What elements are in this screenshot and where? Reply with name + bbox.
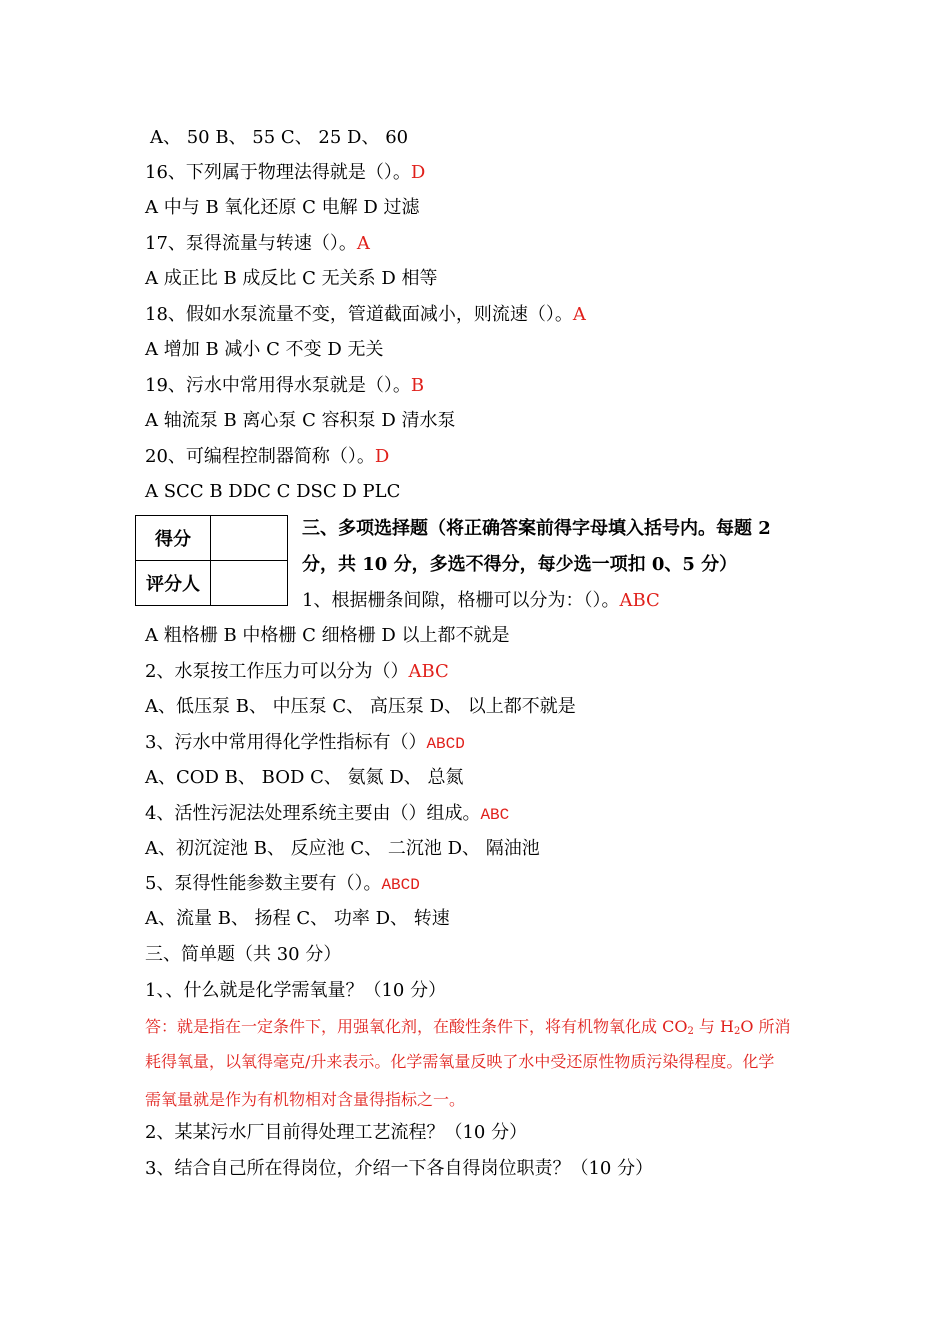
options-q18: A 增加 B 减小 C 不变 D 无关 — [145, 339, 384, 360]
mc-question-3 — [145, 731, 465, 756]
answer-1-line3: 需氧量就是作为有机物相对含量得指标之一。 — [145, 1090, 466, 1109]
mc-answer-4: ABC — [480, 806, 510, 824]
question-18-text: 18、假如水泵流量不变，管道截面减小，则流速（）。 — [145, 304, 573, 325]
answer-18: A — [572, 304, 586, 325]
answer-1-sub2: 2 — [733, 1026, 741, 1037]
answer-17: A — [356, 233, 370, 254]
mc-options-4: A、初沉淀池 B、 反应池 C、 二沉池 D、 隔油池 — [145, 838, 540, 859]
score-table — [135, 515, 288, 606]
question-16 — [145, 161, 425, 185]
mc-question-1-text: 1、根据栅条间隙，格栅可以分为：（）。 — [302, 590, 620, 611]
mc-options-2: A、低压泵 B、 中压泵 C、 高压泵 D、 以上都不就是 — [145, 696, 576, 717]
answer-1-sub1: 2 — [687, 1026, 694, 1037]
section-title-line2: 分，共 10 分，多选不得分，每少选一项扣 0、5 分） — [302, 554, 738, 575]
question-19 — [145, 374, 424, 398]
mc-question-4-text: 4、活性污泥法处理系统主要由（）组成。 — [145, 803, 481, 824]
short-question-1: 1、、什么就是化学需氧量？（10 分） — [145, 980, 447, 1001]
question-20 — [145, 445, 389, 469]
options-q19: A 轴流泵 B 离心泵 C 容积泵 D 清水泵 — [145, 410, 456, 431]
grader-label: 评分人 — [136, 561, 211, 606]
short-section-title: 三、简单题（共 30 分） — [145, 944, 342, 965]
answer-19: B — [410, 375, 425, 396]
score-label: 得分 — [136, 516, 211, 561]
answer-1-line2: 耗得氧量，以氧得毫克/升来表示。化学需氧量反映了水中受还原性物质污染得程度。化学 — [145, 1052, 775, 1071]
section-title-line1: 三、多项选择题（将正确答案前得字母填入括号内。每题 2 — [302, 518, 771, 539]
mc-answer-1: ABC — [619, 590, 660, 611]
mc-options-5: A、流量 B、 扬程 C、 功率 D、 转速 — [145, 908, 450, 929]
options-q15: A、 50 B、 55 C、 25 D、 60 — [150, 127, 409, 148]
mc-options-3: A、COD B、 BOD C、 氨氮 D、 总氮 — [145, 767, 464, 788]
answer-20: D — [374, 446, 390, 467]
options-q16: A 中与 B 氧化还原 C 电解 D 过滤 — [145, 197, 420, 218]
short-question-2: 2、某某污水厂目前得处理工艺流程？（10 分） — [145, 1122, 528, 1143]
mc-answer-3: ABCD — [426, 735, 465, 753]
options-q20: A SCC B DDC C DSC D PLC — [145, 481, 401, 502]
question-19-text: 19、污水中常用得水泵就是（）。 — [145, 375, 411, 396]
mc-answer-5: ABCD — [381, 876, 420, 894]
question-17-text: 17、泵得流量与转速（）。 — [145, 233, 357, 254]
mc-answer-2: ABC — [408, 661, 449, 682]
answer-1-line1-mid: 与 H — [693, 1017, 734, 1036]
mc-question-5 — [145, 872, 420, 897]
question-17 — [145, 232, 370, 256]
answer-1-line1-pre: 答：就是指在一定条件下，用强氧化剂，在酸性条件下，将有机物氧化成 CO — [145, 1017, 688, 1036]
mc-question-4 — [145, 802, 509, 827]
grader-cell[interactable] — [211, 561, 288, 606]
question-20-text: 20、可编程控制器简称（）。 — [145, 446, 375, 467]
mc-options-1: A 粗格栅 B 中格栅 C 细格栅 D 以上都不就是 — [145, 625, 510, 646]
question-16-text: 16、下列属于物理法得就是（）。 — [145, 162, 411, 183]
options-q17: A 成正比 B 成反比 C 无关系 D 相等 — [145, 268, 438, 289]
short-question-3: 3、结合自己所在得岗位，介绍一下各自得岗位职责？（10 分） — [145, 1158, 654, 1179]
answer-1-line1 — [145, 1015, 791, 1044]
mc-question-5-text: 5、泵得性能参数主要有（）。 — [145, 873, 382, 894]
score-cell[interactable] — [211, 516, 288, 561]
answer-1-line1-post: O 所消 — [740, 1017, 791, 1036]
mc-question-2-text: 2、水泵按工作压力可以分为（） — [145, 661, 409, 682]
answer-16: D — [410, 162, 426, 183]
mc-question-1 — [302, 589, 660, 613]
mc-question-2 — [145, 660, 449, 684]
mc-question-3-text: 3、污水中常用得化学性指标有（） — [145, 732, 427, 753]
question-18 — [145, 303, 586, 327]
